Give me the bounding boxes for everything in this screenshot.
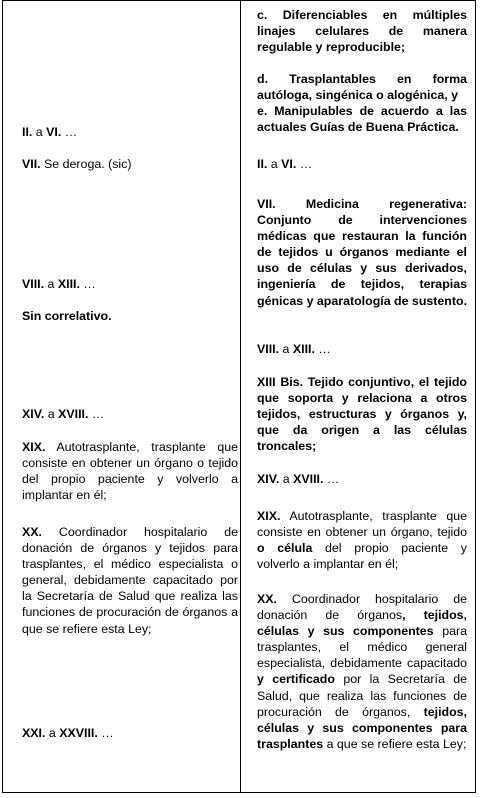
left-fraction-viii-xiii: VIII. a XIII. … (22, 277, 96, 291)
left-fraction-xix: XIX. Autotrasplante, trasplante que consiste en obtener un órgano o tejido del propio paciente y volverlo a implantar en él; (22, 440, 238, 503)
right-fraction-vii: VII. Medicina regenerativa: Conjunto de intervenciones médicas que restauran la función de tejidos u órganos mediante el uso de células y sus derivados, ingeniería de tejidos, terapias génicas y aparatología de sustento. (257, 197, 468, 308)
column-divider (240, 1, 241, 792)
right-inciso-c: c. Diferenciables en múltiples linajes celulares de manera regulable y reproducible; (257, 8, 467, 55)
left-fraction-vii: VII. Se deroga. (sic) (22, 157, 132, 171)
left-fraction-ii-vi: II. a VI. … (22, 125, 78, 139)
right-fraction-ii-vi: II. a VI. … (257, 157, 313, 171)
left-fraction-xiv-xviii: XIV. a XVIII. … (22, 407, 105, 421)
right-inciso-e: e. Manipulables de acuerdo a las actuales Guías de Buena Práctica. (257, 104, 467, 135)
right-fraction-xiv-xviii: XIV. a XVIII. … (257, 472, 340, 486)
right-fraction-xix: XIX. Autotrasplante, trasplante que consiste en obtener un órgano, tejido o célula del propio paciente y volverlo a implantar en él; (257, 509, 467, 572)
right-fraction-viii-xiii: VIII. a XIII. … (257, 342, 331, 356)
left-fraction-xxi-xxviii: XXI. a XXVIII. … (22, 726, 114, 740)
right-inciso-d: d. Trasplantables en forma autóloga, singénica o alogénica, y (257, 72, 467, 103)
comparison-table (2, 0, 476, 793)
left-fraction-xx: XX. Coordinador hospitalario de donación de órganos y tejidos para trasplantes, el médico especialista o general, debidamente capacitado por la Secretaría de Salud que realiza las funciones de procuración de órganos a que se refiere esta Ley; (22, 525, 238, 636)
right-fraction-xx: XX. Coordinador hospitalario de donación de órganos, tejidos, células y sus componentes para trasplantes, el médico general especialista, debidamente capacitado y certificado por la Secretaría de Salud, que realiza las funciones de procuración de órganos, tejidos, células y sus componentes para trasplantes a que se refiere esta Ley; (257, 592, 467, 751)
left-sin-correlativo: Sin correlativo. (22, 309, 112, 323)
right-fraction-xiii-bis: XIII Bis. Tejido conjuntivo, el tejido que soporta y relaciona a otros tejidos, estructuras y órganos y, que da origen a las células troncales; (257, 375, 467, 454)
